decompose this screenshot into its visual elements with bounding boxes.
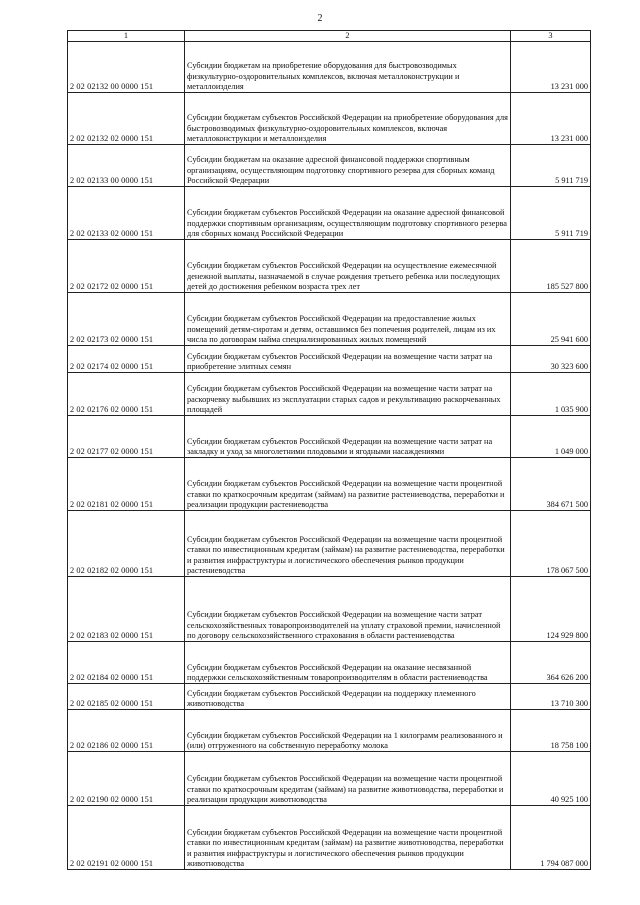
row-amount: 13 231 000 bbox=[511, 42, 591, 93]
row-amount: 178 067 500 bbox=[511, 511, 591, 577]
row-description: Субсидии бюджетам субъектов Российской Федерации на возмещение части затрат на приобретение элитных семян bbox=[185, 346, 511, 373]
row-description: Субсидии бюджетам субъектов Российской Федерации на возмещение части затрат на раскорчевку выбывших из эксплуатации старых садов и рекультивацию раскорчеванных площадей bbox=[185, 373, 511, 416]
table-row bbox=[68, 710, 591, 752]
row-description: Субсидии бюджетам субъектов Российской Федерации на приобретение оборудования для быстровозводимых физкультурно-оздоровительных комплексов, включая металлоконструкции и металлоизделия bbox=[185, 93, 511, 145]
row-description: Субсидии бюджетам субъектов Российской Федерации на возмещение части процентной ставки по краткосрочным кредитам (займам) на развитие животноводства, переработки и реализации продукции животноводства bbox=[185, 752, 511, 806]
row-amount: 1 035 900 bbox=[511, 373, 591, 416]
budget-table bbox=[67, 30, 591, 870]
column-header-1: 1 bbox=[68, 31, 185, 42]
table-row bbox=[68, 373, 591, 416]
row-code: 2 02 02174 02 0000 151 bbox=[68, 346, 185, 373]
row-code: 2 02 02172 02 0000 151 bbox=[68, 240, 185, 293]
row-amount: 185 527 800 bbox=[511, 240, 591, 293]
row-code: 2 02 02177 02 0000 151 bbox=[68, 416, 185, 458]
row-amount: 364 626 200 bbox=[511, 642, 591, 684]
row-amount: 1 049 000 bbox=[511, 416, 591, 458]
row-code: 2 02 02132 02 0000 151 bbox=[68, 93, 185, 145]
table-row bbox=[68, 642, 591, 684]
row-amount: 13 710 300 bbox=[511, 684, 591, 710]
table-row bbox=[68, 684, 591, 710]
row-code: 2 02 02190 02 0000 151 bbox=[68, 752, 185, 806]
row-description: Субсидии бюджетам субъектов Российской Федерации на возмещение части процентной ставки по краткосрочным кредитам (займам) на развитие растениеводства, переработки и реализации продукции растениеводства bbox=[185, 458, 511, 511]
row-amount: 40 925 100 bbox=[511, 752, 591, 806]
row-amount: 5 911 719 bbox=[511, 187, 591, 240]
row-description: Субсидии бюджетам субъектов Российской Федерации на поддержку племенного животноводства bbox=[185, 684, 511, 710]
table-row bbox=[68, 240, 591, 293]
row-description: Субсидии бюджетам на приобретение оборудования для быстровозводимых физкультурно-оздоровительных комплексов, включая металлоконструкции и металлоизделия bbox=[185, 42, 511, 93]
row-code: 2 02 02181 02 0000 151 bbox=[68, 458, 185, 511]
table-row bbox=[68, 577, 591, 642]
row-code: 2 02 02133 00 0000 151 bbox=[68, 145, 185, 187]
table-header-row bbox=[68, 31, 591, 42]
row-description: Субсидии бюджетам субъектов Российской Федерации на возмещение части процентной ставки по инвестиционным кредитам (займам) на развитие животноводства, переработки и развития инфраструктуры и логистического обеспечения рынков продукции животноводства bbox=[185, 806, 511, 870]
page-number: 2 bbox=[317, 13, 323, 24]
table-row bbox=[68, 42, 591, 93]
row-code: 2 02 02184 02 0000 151 bbox=[68, 642, 185, 684]
row-description: Субсидии бюджетам субъектов Российской Федерации на предоставление жилых помещений детям-сиротам и детям, оставшимся без попечения родителей, лицам из их числа по договорам найма специализированных жилых помещений bbox=[185, 293, 511, 346]
row-description: Субсидии бюджетам субъектов Российской Федерации на оказание несвязанной поддержки сельскохозяйственным товаропроизводителям в области растениеводства bbox=[185, 642, 511, 684]
row-amount: 18 758 100 bbox=[511, 710, 591, 752]
row-code: 2 02 02133 02 0000 151 bbox=[68, 187, 185, 240]
table-row bbox=[68, 752, 591, 806]
row-code: 2 02 02186 02 0000 151 bbox=[68, 710, 185, 752]
column-header-2: 2 bbox=[185, 31, 511, 42]
table-row bbox=[68, 416, 591, 458]
row-amount: 5 911 719 bbox=[511, 145, 591, 187]
table-row bbox=[68, 806, 591, 870]
row-amount: 384 671 500 bbox=[511, 458, 591, 511]
table-row bbox=[68, 458, 591, 511]
table-row bbox=[68, 187, 591, 240]
row-code: 2 02 02182 02 0000 151 bbox=[68, 511, 185, 577]
row-description: Субсидии бюджетам субъектов Российской Федерации на возмещение части затрат на закладку и уход за многолетними плодовыми и ягодными насаждениями bbox=[185, 416, 511, 458]
row-description: Субсидии бюджетам на оказание адресной финансовой поддержки спортивным организациям, осуществляющим подготовку спортивного резерва для сборных команд Российской Федерации bbox=[185, 145, 511, 187]
row-code: 2 02 02176 02 0000 151 bbox=[68, 373, 185, 416]
row-amount: 1 794 087 000 bbox=[511, 806, 591, 870]
table-row bbox=[68, 145, 591, 187]
row-description: Субсидии бюджетам субъектов Российской Федерации на 1 килограмм реализованного и (или) отгруженного на собственную переработку молока bbox=[185, 710, 511, 752]
table-row bbox=[68, 346, 591, 373]
row-amount: 30 323 600 bbox=[511, 346, 591, 373]
row-description: Субсидии бюджетам субъектов Российской Федерации на осуществление ежемесячной денежной выплаты, назначаемой в случае рождения третьего ребенка или последующих детей до достижения ребенком возраста трех лет bbox=[185, 240, 511, 293]
row-code: 2 02 02173 02 0000 151 bbox=[68, 293, 185, 346]
table-row bbox=[68, 93, 591, 145]
row-code: 2 02 02132 00 0000 151 bbox=[68, 42, 185, 93]
column-header-3: 3 bbox=[511, 31, 591, 42]
row-description: Субсидии бюджетам субъектов Российской Федерации на возмещение части затрат сельскохозяйственных товаропроизводителей на уплату страховой премии, начисленной по договору сельскохозяйственного страхования в области растениеводства bbox=[185, 577, 511, 642]
row-code: 2 02 02183 02 0000 151 bbox=[68, 577, 185, 642]
table-row bbox=[68, 293, 591, 346]
row-amount: 124 929 800 bbox=[511, 577, 591, 642]
table-row bbox=[68, 511, 591, 577]
row-description: Субсидии бюджетам субъектов Российской Федерации на возмещение части процентной ставки по инвестиционным кредитам (займам) на развитие растениеводства, переработки и развития инфраструктуры и логистического обеспечения рынков продукции растениеводства bbox=[185, 511, 511, 577]
row-amount: 25 941 600 bbox=[511, 293, 591, 346]
row-code: 2 02 02191 02 0000 151 bbox=[68, 806, 185, 870]
row-code: 2 02 02185 02 0000 151 bbox=[68, 684, 185, 710]
row-description: Субсидии бюджетам субъектов Российской Федерации на оказание адресной финансовой поддержки спортивным организациям, осуществляющим подготовку спортивного резерва для сборных команд Российской Федерации bbox=[185, 187, 511, 240]
row-amount: 13 231 000 bbox=[511, 93, 591, 145]
